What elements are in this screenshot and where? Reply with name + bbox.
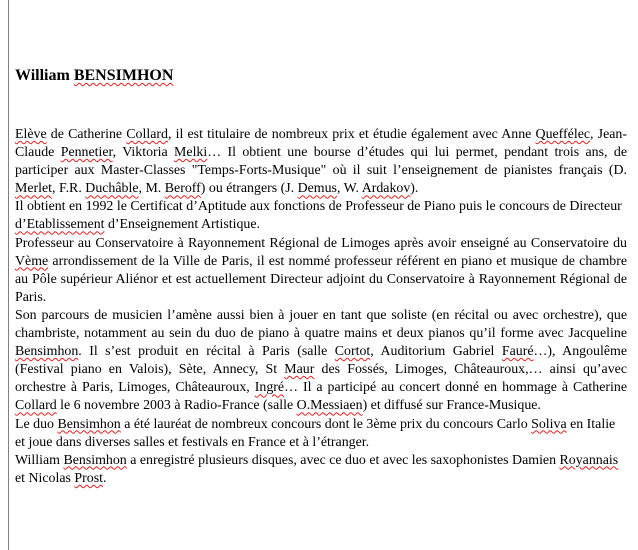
text-run: … Il a participé au concert donné en hommage à Catherine: [284, 380, 627, 396]
spellcheck-flagged-word: Elève: [15, 127, 47, 142]
spellcheck-flagged-word: Merlet: [15, 181, 53, 197]
text-run: Professeur au Conservatoire à Rayonnement Régional de Limoges après avoir enseigné au Conservatoire du: [15, 235, 627, 251]
text-run: Le duo: [15, 416, 58, 432]
spellcheck-flagged-word: Collard: [15, 398, 57, 414]
spellcheck-flagged-word: d’Etablissement: [15, 217, 105, 233]
spellcheck-flagged-word: Collard: [126, 127, 168, 142]
spellcheck-flagged-word: Demus: [297, 181, 337, 197]
paragraph-recordings[interactable]: [15, 452, 627, 488]
spellcheck-flagged-word: Bensimhon: [15, 344, 79, 360]
text-run: a été lauréat de nombreux concours dont le 3ème prix du concours Carlo: [120, 416, 532, 432]
text-run: , Viktoria: [112, 145, 175, 161]
text-run: William: [15, 452, 64, 468]
document-body[interactable]: [15, 126, 627, 488]
text-run: ).: [410, 181, 419, 197]
text-run: , F.R.: [52, 181, 86, 197]
page-margin-line: [8, 0, 9, 550]
spellcheck-flagged-word: Beroff: [164, 181, 201, 197]
text-run: … Il obtient une bourse d’études qui lui permet, pendant trois ans, de participer aux Master-Classes "Temps-Forts-Musique" où il suit l’enseignement de pianistes français (D.: [15, 145, 627, 179]
spellcheck-flagged-word: Ingré: [254, 380, 285, 396]
spellcheck-flagged-word: Fauré: [501, 344, 534, 360]
text-run: Son parcours de musicien l’amène aussi bien à jouer en tant que soliste (en récital ou avec orchestre), que chambriste, notamment au sein du duo de piano à quatre mains et deux pianos qu’il forme avec Jacqueline: [15, 307, 627, 342]
text-run: , il est titulaire de nombreux prix et étudie également avec Anne: [167, 127, 536, 142]
text-run: , M.: [138, 181, 165, 197]
spellcheck-flagged-word: Royannais: [559, 452, 619, 468]
text-run: et Nicolas: [15, 470, 75, 486]
text-run: , Jean-Claude: [15, 127, 627, 161]
text-run: …), Angoulême (Festival piano en Valois), Sète, Annecy, St: [15, 344, 627, 378]
text-run: a enregistré plusieurs disques, avec ce duo et avec les saxophonistes Damien: [126, 452, 560, 468]
spellcheck-flagged-word: Bensimhon: [57, 416, 121, 432]
spellcheck-flagged-word: Duchâble: [85, 181, 139, 197]
text-run: Il obtient en 1992 le Certificat d’Aptitude aux fonctions de Professeur de Piano puis le concours de Directeur: [15, 199, 622, 215]
text-run: d’Enseignement Artistique.: [104, 217, 260, 233]
spellcheck-flagged-word: Vème: [15, 253, 49, 269]
spellcheck-flagged-word: Melki: [174, 145, 208, 161]
spellcheck-flagged-word: Soliva: [531, 416, 567, 432]
text-run: ) et diffusé sur France-Musique.: [362, 398, 541, 414]
document-title[interactable]: [15, 66, 173, 86]
text-run: arrondissement de la Ville de Paris, il est nommé professeur référent en piano et musique de chambre au Pôle supérieur Aliénor et est actuellement Directeur adjoint du Conservatoire à Rayonnement Régional de Paris.: [15, 253, 627, 305]
text-run: . Il s’est produit en récital à Paris (salle: [78, 344, 335, 360]
paragraph-duo[interactable]: [15, 416, 627, 452]
text-run: .: [102, 470, 107, 486]
spellcheck-flagged-word: Maur: [284, 362, 315, 378]
spellcheck-flagged-word: O.Messiaen: [296, 398, 363, 414]
spellcheck-flagged-word: Cortot: [334, 344, 371, 360]
spellcheck-flagged-word: Bensimhon: [63, 452, 127, 468]
paragraph-performances[interactable]: [15, 307, 627, 416]
text-run: le 6 novembre 2003 à Radio-France (salle: [56, 398, 297, 414]
paragraph-certificate[interactable]: [15, 198, 627, 234]
title-first-name: William: [15, 67, 70, 84]
spellcheck-flagged-word: Pennetier: [60, 145, 113, 161]
paragraph-career[interactable]: [15, 235, 627, 307]
text-run: ) ou étrangers (J.: [200, 181, 298, 197]
spellcheck-flagged-word: Prost: [74, 470, 103, 486]
text-run: , W.: [336, 181, 362, 197]
text-run: , Auditorium Gabriel: [370, 344, 502, 360]
text-run: de Catherine: [46, 127, 127, 142]
paragraph-training[interactable]: [15, 126, 627, 198]
spellcheck-flagged-word: Ardakov: [361, 181, 411, 197]
text-run: des Fossés, Limoges, Châteauroux,… ainsi qu’avec orchestre à Paris, Limoges, Châteauroux,: [15, 362, 628, 396]
spellcheck-flagged-word: Queffélec: [535, 127, 591, 142]
text-run: en Italie et joue dans diverses salles et festivals en France et à l’étranger.: [15, 416, 616, 450]
title-last-name: BENSIMHON: [73, 67, 174, 84]
